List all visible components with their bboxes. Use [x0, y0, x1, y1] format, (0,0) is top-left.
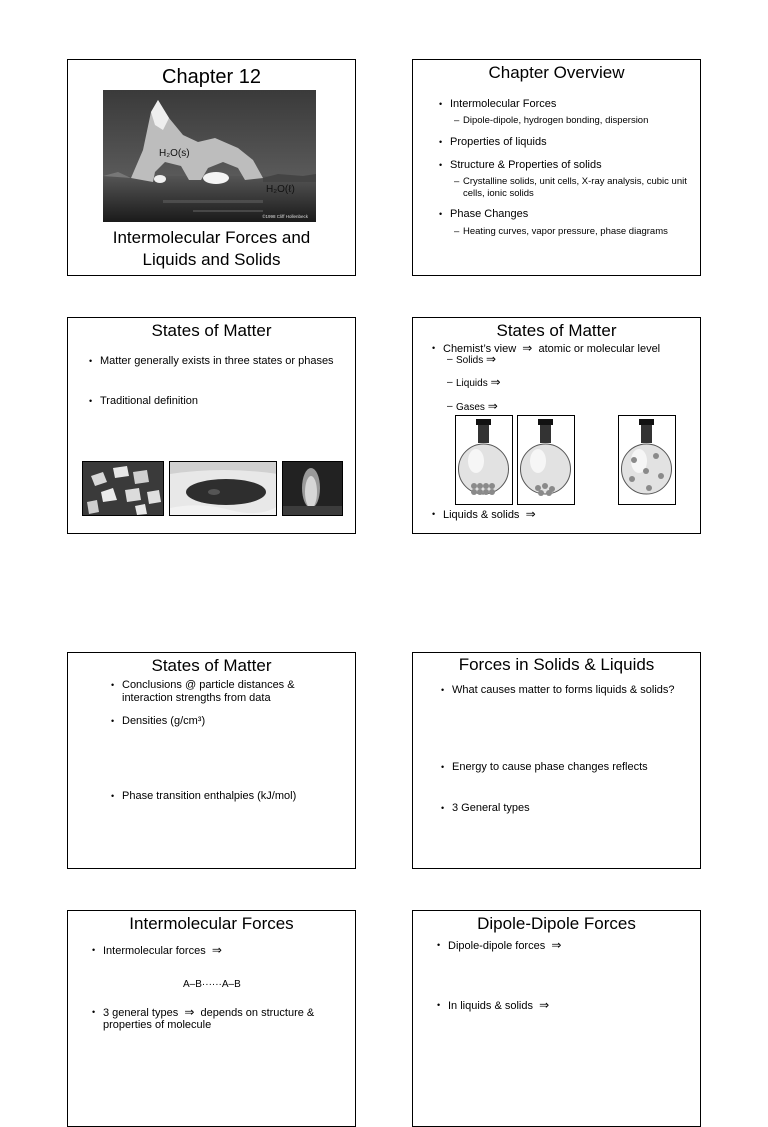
bullet-what-causes: • What causes matter to forms liquids & solids?: [441, 684, 675, 697]
sub-solids: [447, 354, 496, 367]
slide-chapter-12: [67, 59, 356, 276]
flask-solid-image: [455, 415, 513, 505]
overview-subitem-1: – Dipole-dipole, hydrogen bonding, dispersion: [454, 115, 693, 127]
geyser-photo: [282, 461, 343, 516]
bullet-in-liquids-solids: [437, 999, 549, 1013]
depends-on-structure: depends on structure &: [200, 1007, 315, 1019]
slide-states-of-matter-3: [67, 652, 356, 869]
implies-arrow: ⇒: [490, 375, 501, 389]
overview-item-4: • Phase Changes: [439, 208, 528, 221]
implies-arrow: ⇒: [487, 399, 498, 413]
general-types-label: 3 general types: [103, 1007, 179, 1019]
dipole-dipole-label: Dipole-dipole forces: [448, 940, 546, 952]
slide-title: States of Matter: [151, 321, 272, 340]
intermolecular-forces-label: Intermolecular forces: [103, 945, 206, 957]
chemists-view-label: Chemist’s view: [443, 343, 517, 355]
flask-liquid-image: [517, 415, 575, 505]
slide-title: Chapter 12: [162, 66, 261, 88]
image-label-solid: H₂O(s): [159, 148, 190, 159]
implies-arrow: ⇒: [522, 341, 533, 355]
sub-liquids: [447, 377, 501, 390]
flask-gas-image: [618, 415, 676, 505]
bullet-intermolecular-forces: [92, 944, 222, 958]
sub-solids-label: Solids: [456, 355, 484, 366]
bullet-three-general-types-line2: properties of molecule: [103, 1019, 212, 1031]
slide-subtitle-line2: Liquids and Solids: [142, 250, 281, 269]
sub-gases: [447, 401, 498, 414]
implies-arrow: ⇒: [551, 938, 562, 952]
bullet-energy-phase-changes: • Energy to cause phase changes reflects: [441, 761, 648, 774]
iceberg-photo: [103, 90, 316, 222]
image-label-liquid: H₂O(ℓ): [266, 184, 295, 195]
overview-subitem-3: – Crystalline solids, unit cells, X-ray analysis, cubic unit cells, ionic solids: [454, 176, 688, 199]
slide-title: States of Matter: [151, 656, 272, 675]
formula-molecule-a: A–B: [183, 979, 202, 990]
bullet-dipole-dipole: [437, 939, 561, 953]
slide-states-of-matter-2: [412, 317, 701, 534]
ice-cubes-photo: [82, 461, 164, 516]
bullet-conclusions-line2: interaction strengths from data: [122, 692, 271, 704]
slide-intermolecular-forces: [67, 910, 356, 1127]
slide-dipole-dipole-forces: [412, 910, 701, 1127]
in-liquids-solids-label: In liquids & solids: [448, 1000, 533, 1012]
overview-item-2: • Properties of liquids: [439, 136, 547, 149]
bullet-densities: • Densities (g/cm³): [111, 715, 205, 728]
sub-liquids-label: Liquids: [456, 378, 488, 389]
slide-title: Dipole-Dipole Forces: [477, 914, 636, 933]
bullet-three-states: • Matter generally exists in three states or phases: [89, 355, 334, 368]
bullet-three-general-types: [92, 1006, 314, 1020]
implies-arrow: ⇒: [525, 507, 536, 521]
slide-forces-solids-liquids: [412, 652, 701, 869]
slide-title: Forces in Solids & Liquids: [458, 655, 655, 674]
implies-arrow: ⇒: [211, 943, 222, 957]
overview-subitem-4: – Heating curves, vapor pressure, phase diagrams: [454, 226, 693, 238]
overview-item-3: • Structure & Properties of solids: [439, 159, 602, 172]
slide-states-of-matter-1: [67, 317, 356, 534]
slide-chapter-overview: [412, 59, 701, 276]
slide-title: Intermolecular Forces: [129, 914, 294, 933]
formula-ab-interaction: [183, 979, 241, 990]
slide-title: States of Matter: [496, 321, 617, 340]
image-copyright: ©1998 Cliff Hollenbeck: [262, 214, 308, 219]
implies-arrow: ⇒: [184, 1005, 195, 1019]
bullet-enthalpies: • Phase transition enthalpies (kJ/mol): [111, 790, 296, 803]
liquids-solids-label: Liquids & solids: [443, 509, 520, 521]
chemists-view-level: atomic or molecular level: [538, 343, 661, 355]
bullet-conclusions-line1: • Conclusions @ particle distances &: [111, 679, 295, 692]
implies-arrow: ⇒: [539, 998, 550, 1012]
bullet-traditional-definition: • Traditional definition: [89, 395, 198, 408]
overview-item-1: • Intermolecular Forces: [439, 98, 556, 111]
bullet-liquids-solids: [432, 508, 536, 522]
formula-dots: ······: [201, 979, 222, 990]
crater-lake-photo: [169, 461, 277, 516]
sub-gases-label: Gases: [456, 402, 485, 413]
formula-molecule-b: A–B: [221, 979, 241, 990]
bullet-general-types: • 3 General types: [441, 802, 530, 815]
implies-arrow: ⇒: [486, 352, 497, 366]
slide-subtitle-line1: Intermolecular Forces and: [112, 228, 311, 247]
slide-title: Chapter Overview: [488, 63, 625, 82]
